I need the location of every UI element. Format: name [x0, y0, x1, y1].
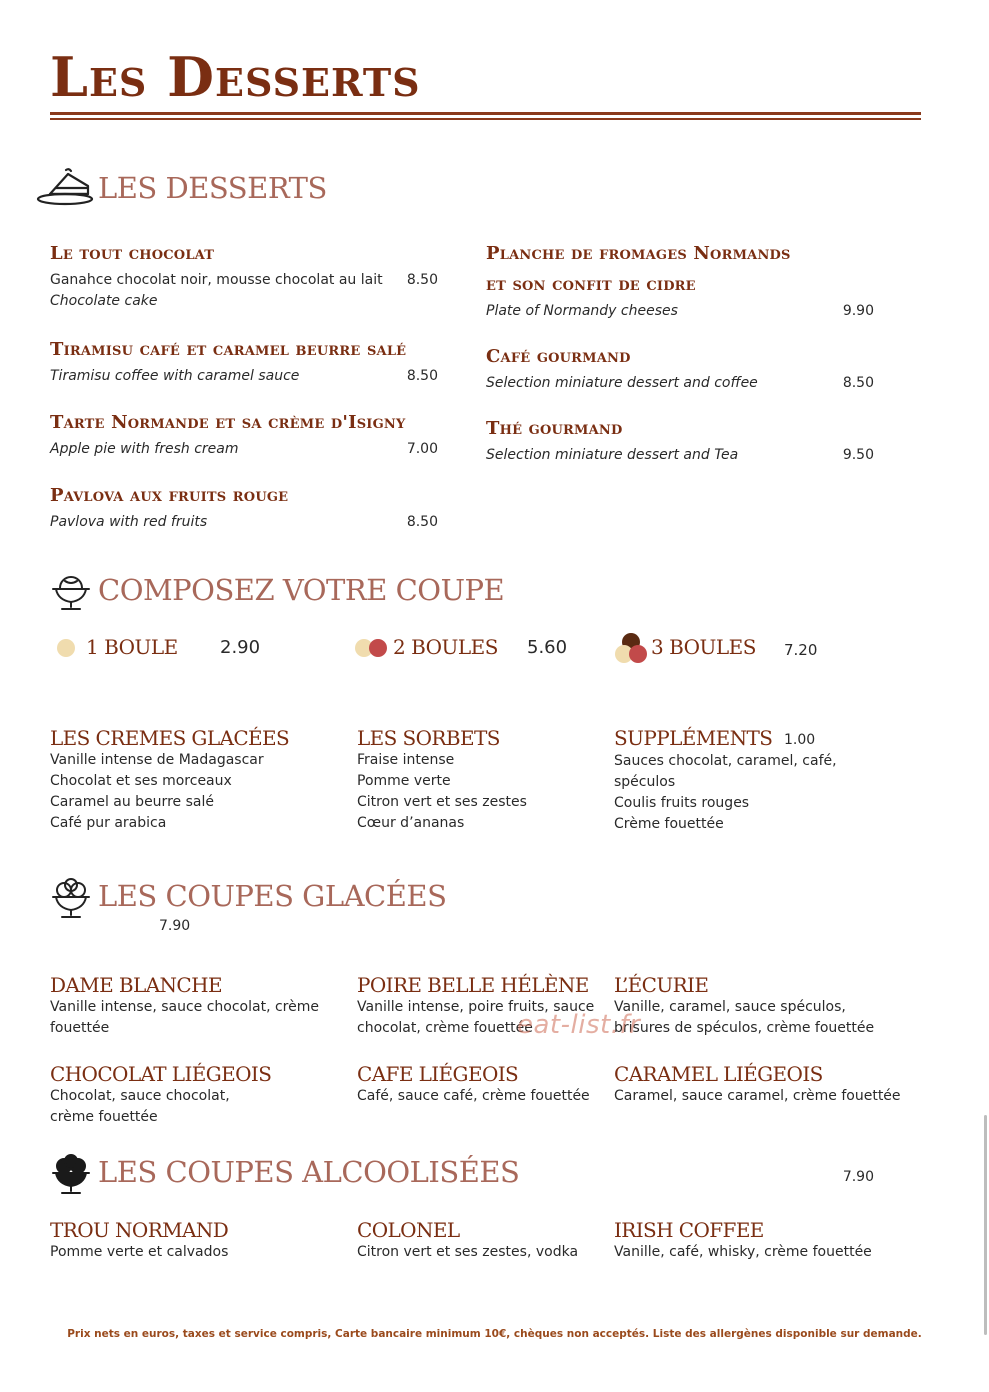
dessert-name: Le tout chocolat — [50, 243, 215, 264]
dessert-name: Planche de fromages Normands — [486, 243, 791, 264]
category-line: Fraise intense — [357, 752, 455, 768]
scoop-label: 3 BOULES — [651, 635, 756, 659]
dessert-desc: Ganahce chocolat noir, mousse chocolat au lait — [50, 272, 383, 288]
coupe-line: brisures de spéculos, crème fouettée — [614, 1020, 875, 1036]
category-lines — [614, 751, 837, 835]
dessert-price: 8.50 — [406, 514, 438, 530]
category-line: Vanille intense de Madagascar — [50, 752, 264, 768]
category-line: Café pur arabica — [50, 815, 167, 831]
section-price: 7.90 — [842, 1169, 874, 1185]
dessert-name: Tarte Normande et sa crème d'Isigny — [50, 412, 406, 433]
coupe-line: Vanille, caramel, sauce spéculos, — [614, 999, 846, 1015]
category-line: Chocolat et ses morceaux — [50, 773, 232, 789]
dessert-name: Thé gourmand — [486, 418, 623, 439]
category-title: LES CREMES GLACÉES — [50, 726, 290, 750]
section-title-coupes-alcool: LES COUPES ALCOOLISÉES — [98, 1155, 520, 1189]
category-line: Coulis fruits rouges — [614, 795, 750, 811]
category-line: Crème fouettée — [614, 816, 724, 832]
coupe-line: Pomme verte et calvados — [50, 1244, 229, 1260]
sundae-icon — [48, 876, 94, 922]
coupe-lines — [614, 1086, 901, 1107]
dessert-desc-en: Tiramisu coffee with caramel sauce — [50, 368, 300, 384]
coupe-title: CAFE LIÉGEOIS — [357, 1062, 519, 1086]
dessert-name-line2: et son confit de cidre — [486, 274, 696, 295]
coupe-line: Citron vert et ses zestes, vodka — [357, 1244, 579, 1260]
category-line: Sauces chocolat, caramel, café, — [614, 753, 837, 769]
coupe-title: TROU NORMAND — [50, 1218, 229, 1242]
dessert-desc-en: Selection miniature dessert and coffee — [486, 375, 758, 391]
dessert-price: 8.50 — [406, 272, 438, 288]
scoop-price: 5.60 — [527, 637, 568, 658]
coupe-lines — [50, 1242, 228, 1263]
coupe-lines — [357, 1086, 590, 1107]
ice-cream-cup-icon — [48, 570, 94, 614]
category-lines — [357, 750, 527, 834]
supplement-price: 1.00 — [784, 732, 816, 748]
category-line: Citron vert et ses zestes — [357, 794, 527, 810]
dessert-desc-en: Chocolate cake — [50, 293, 158, 309]
dessert-desc-en: Selection miniature dessert and Tea — [486, 447, 739, 463]
coupe-title: IRISH COFFEE — [614, 1218, 764, 1242]
dessert-name: Tiramisu café et caramel beurre salé — [50, 339, 407, 360]
dessert-desc-en: Apple pie with fresh cream — [50, 441, 239, 457]
coupe-line: crème fouettée — [50, 1109, 158, 1125]
dessert-price: 9.50 — [842, 447, 874, 463]
footer-note: Prix nets en euros, taxes et service compris, Carte bancaire minimum 10€, chèques non acceptés. Liste des allergènes disponible sur demande. — [67, 1328, 922, 1340]
coupe-line: Café, sauce café, crème fouettée — [357, 1088, 590, 1104]
dessert-price: 9.90 — [842, 303, 874, 319]
category-line: spéculos — [614, 774, 676, 790]
scoop-price: 2.90 — [220, 637, 261, 658]
watermark: eat-list.fr — [517, 1010, 641, 1040]
scoop-icon — [629, 645, 647, 663]
scoop-icon — [369, 639, 387, 657]
coupe-lines — [50, 997, 319, 1039]
category-line: Cœur d’ananas — [357, 815, 465, 831]
section-title-compose: COMPOSEZ VOTRE COUPE — [98, 573, 505, 607]
scoop-icon — [57, 639, 75, 657]
coupe-title: DAME BLANCHE — [50, 973, 222, 997]
dessert-price: 7.00 — [406, 441, 438, 457]
coupe-lines — [50, 1086, 230, 1128]
coupe-title: COLONEL — [357, 1218, 460, 1242]
coupe-title: POIRE BELLE HÉLÈNE — [357, 973, 589, 997]
dessert-name: Pavlova aux fruits rouge — [50, 485, 289, 506]
sundae-filled-icon — [48, 1152, 94, 1198]
coupe-title: CARAMEL LIÉGEOIS — [614, 1062, 823, 1086]
page-title: Les Desserts — [50, 45, 421, 109]
dessert-desc-en: Plate of Normandy cheeses — [486, 303, 678, 319]
category-line: Caramel au beurre salé — [50, 794, 214, 810]
coupe-line: chocolat, crème fouettée — [357, 1020, 533, 1036]
cake-slice-icon — [36, 166, 94, 206]
coupe-lines — [614, 997, 874, 1039]
coupe-lines — [357, 1242, 578, 1263]
coupe-title: L’ÉCURIE — [614, 973, 709, 997]
coupe-line: Vanille intense, poire fruits, sauce — [357, 999, 595, 1015]
coupe-line: Vanille intense, sauce chocolat, crème — [50, 999, 319, 1015]
coupe-line: Caramel, sauce caramel, crème fouettée — [614, 1088, 901, 1104]
section-title-coupes-glacees: LES COUPES GLACÉES — [98, 879, 447, 913]
coupe-line: fouettée — [50, 1020, 110, 1036]
category-line: Pomme verte — [357, 773, 451, 789]
title-rule-thin — [50, 118, 921, 120]
scoop-label: 2 BOULES — [393, 635, 498, 659]
section-price: 7.90 — [159, 918, 191, 934]
category-lines — [50, 750, 264, 834]
category-title: LES SORBETS — [357, 726, 500, 750]
coupe-line: Chocolat, sauce chocolat, — [50, 1088, 230, 1104]
scrollbar[interactable] — [984, 1115, 987, 1335]
coupe-title: CHOCOLAT LIÉGEOIS — [50, 1062, 272, 1086]
title-rule-thick — [50, 112, 921, 115]
coupe-lines — [614, 1242, 872, 1263]
category-title: SUPPLÉMENTS — [614, 726, 773, 750]
section-title-desserts: LES DESSERTS — [98, 171, 327, 205]
dessert-price: 8.50 — [406, 368, 438, 384]
scoop-price: 7.20 — [784, 641, 818, 659]
dessert-name: Café gourmand — [486, 346, 631, 367]
dessert-desc-en: Pavlova with red fruits — [50, 514, 208, 530]
scoop-label: 1 BOULE — [86, 635, 178, 659]
coupe-line: Vanille, café, whisky, crème fouettée — [614, 1244, 872, 1260]
dessert-price: 8.50 — [842, 375, 874, 391]
